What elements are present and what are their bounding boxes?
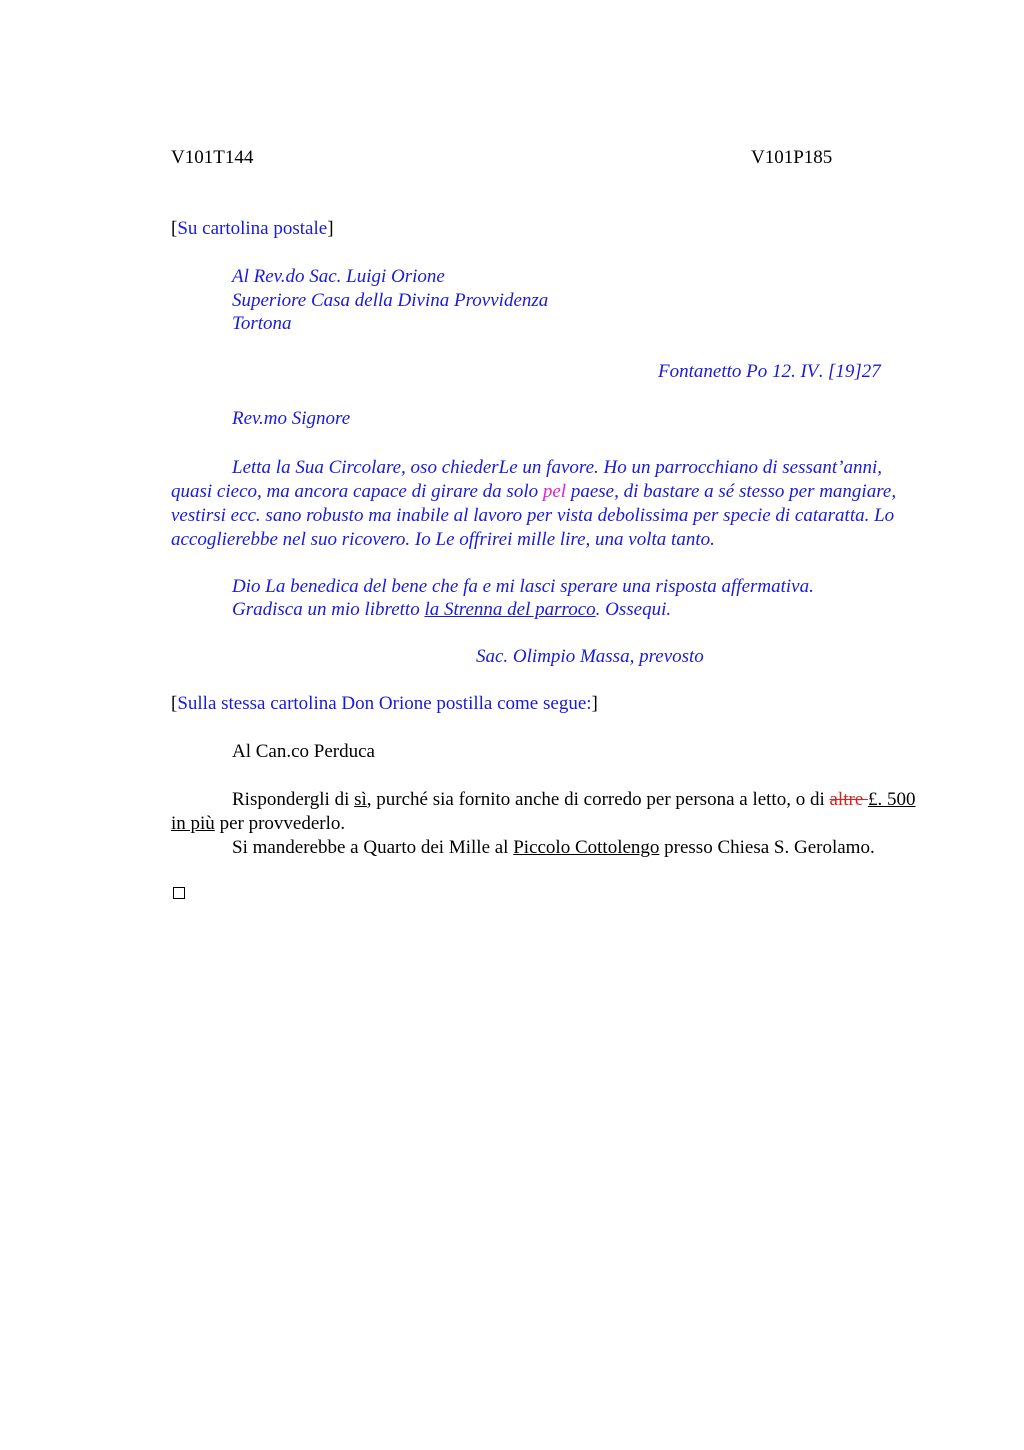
underlined-place: Piccolo Cottolengo: [513, 837, 660, 858]
highlighted-word: pel: [542, 481, 567, 502]
postscript-text: Rispondergli di: [232, 789, 355, 810]
letter-paragraph-1: [171, 456, 916, 552]
postscript-paragraph-2: [171, 836, 916, 860]
editorial-note-text: Su cartolina postale: [177, 218, 328, 239]
letter-paragraph-3: [171, 598, 916, 622]
postscript-text: presso Chiesa S. Gerolamo.: [659, 837, 875, 858]
struck-word: altre: [829, 789, 869, 810]
dateline-year-end: 27: [861, 361, 881, 382]
letter-text: paese, di bastare a sé stesso per mangiare, vestirsi ecc. sano robusto ma inabile al lavoro per vista debolissima per specie di cataratta. Lo accoglierebbe nel suo ricovero. Io Le offrirei mille lire, una volta tanto.: [171, 481, 897, 550]
salutation: Rev.mo Signore: [232, 408, 351, 429]
document-code-right: V101P185: [751, 147, 833, 168]
dateline-year-bracket: [19]: [823, 361, 862, 382]
postscript-text: per provvederlo.: [214, 813, 346, 834]
bracket-open: [: [171, 693, 178, 714]
letter-paragraph-2: Dio La benedica del bene che fa e mi lasci sperare una risposta affermativa.: [232, 576, 814, 597]
book-title: la Strenna del parroco: [424, 599, 596, 620]
address-line-3: Tortona: [232, 313, 292, 334]
editorial-note-annotation: [171, 693, 598, 715]
underlined-word: sì: [354, 789, 367, 810]
editorial-note-postcard: [171, 218, 334, 240]
dateline-place: Fontanetto Po 12. IV: [658, 361, 819, 382]
letter-text: . Ossequi.: [595, 599, 672, 620]
editorial-note-text: Sulla stessa cartolina Don Orione postilla come segue:: [177, 693, 592, 714]
underlined-amount: £. 500 in più: [171, 789, 916, 834]
document-code-left: V101T144: [171, 147, 254, 168]
postscript-addressee: Al Can.co Perduca: [232, 741, 375, 762]
postscript-paragraph-1: [171, 788, 916, 836]
letter-text: Gradisca un mio libretto: [232, 599, 425, 620]
bracket-close: ]: [591, 693, 598, 714]
postscript-text: , purché sia fornito anche di corredo per persona a letto, o di: [366, 789, 830, 810]
signature: Sac. Olimpio Massa, prevosto: [476, 646, 704, 667]
dateline-dot: .: [818, 361, 824, 382]
dateline: [658, 361, 881, 383]
address-line-1: Al Rev.do Sac. Luigi Orione: [232, 266, 445, 287]
bracket-close: ]: [327, 218, 334, 239]
postscript-text: Si manderebbe a Quarto dei Mille al: [232, 837, 514, 858]
letter-text: Letta la Sua Circolare, oso chiederLe un favore. Ho un parrocchiano di sessant’anni, quasi cieco, ma ancora capace di girare da solo: [171, 457, 882, 502]
bracket-open: [: [171, 218, 178, 239]
end-of-document-box: [173, 887, 185, 899]
address-line-2: Superiore Casa della Divina Provvidenza: [232, 290, 549, 311]
